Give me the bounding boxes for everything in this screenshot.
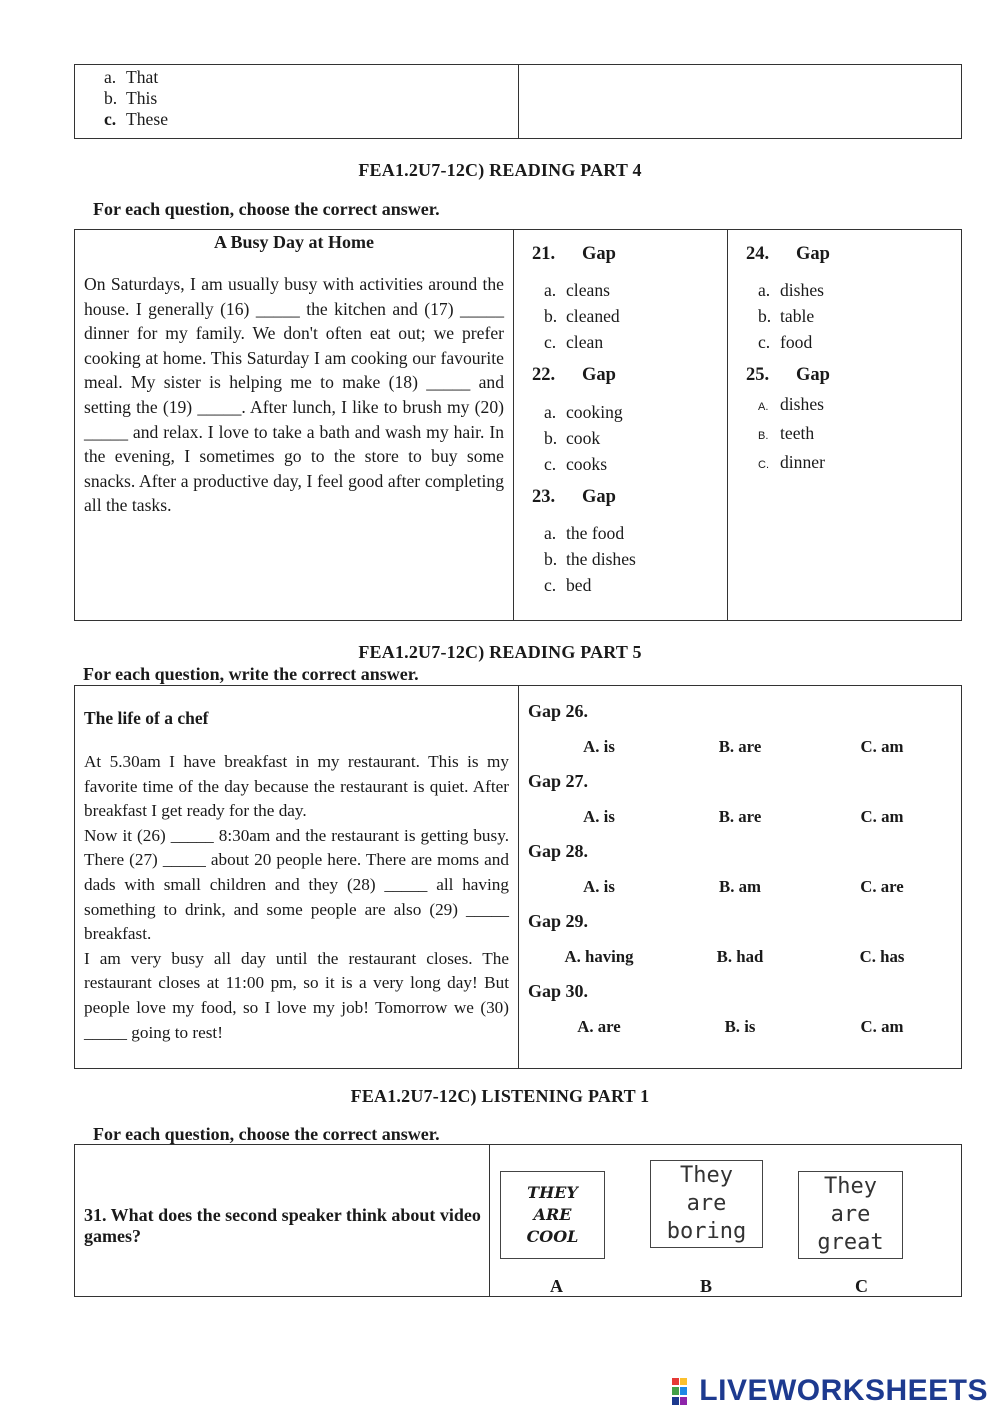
gap-28-title: Gap 28. — [528, 841, 589, 861]
card-line: COOL — [526, 1227, 579, 1246]
gap-29-title: Gap 29. — [528, 911, 589, 931]
question-label: Gap — [796, 365, 830, 385]
option-letter: B. — [758, 430, 769, 442]
option-text: cooks — [566, 454, 608, 474]
image-option-a[interactable] — [500, 1171, 605, 1259]
option-b[interactable] — [104, 88, 168, 109]
option-letter: a. — [544, 280, 557, 300]
option-a[interactable] — [544, 520, 636, 546]
question-number: 25. — [746, 365, 770, 385]
question-label: Gap — [796, 244, 830, 264]
option-a[interactable] — [544, 399, 623, 425]
option-a[interactable]: A. are — [577, 1017, 621, 1036]
option-b[interactable] — [758, 303, 824, 329]
option-letter: c. — [758, 332, 771, 352]
option-b[interactable] — [758, 420, 825, 449]
option-letter: a. — [544, 402, 557, 422]
option-letter: b. — [758, 306, 772, 326]
option-a[interactable]: A. is — [583, 877, 615, 896]
part5-title: FEA1.2U7-12C) READING PART 5 — [358, 642, 642, 662]
column-divider — [518, 65, 519, 138]
option-text: dishes — [780, 280, 824, 300]
option-a[interactable]: A. having — [564, 947, 634, 966]
liveworksheets-logo — [672, 1374, 988, 1408]
part4-box — [74, 229, 962, 621]
question-number: 23. — [532, 487, 556, 507]
question-24-options — [758, 277, 824, 355]
option-letter: c. — [544, 575, 557, 595]
gap-answers-column — [518, 686, 963, 1068]
image-label-a: A — [550, 1276, 563, 1296]
question-label: Gap — [582, 244, 616, 264]
option-text: clean — [566, 332, 604, 352]
option-text: cleaned — [566, 306, 620, 326]
story-paragraph: At 5.30am I have breakfast in my restaurant. This is my favorite time of the day because the restaurant is quiet. After breakfast I get ready for the day. — [84, 752, 509, 821]
question-22-options — [544, 399, 623, 477]
question-31-text: 31. What does the second speaker think about video games? — [84, 1205, 481, 1246]
part5-instruction: For each question, write the correct answer. — [83, 664, 419, 684]
image-option-b[interactable] — [650, 1160, 763, 1248]
question-22-heading — [532, 365, 616, 386]
listening1-box — [74, 1144, 962, 1297]
option-letter: a. — [104, 67, 117, 87]
card-line: are — [686, 1191, 727, 1216]
option-letter: c. — [104, 109, 117, 129]
option-c[interactable] — [758, 329, 824, 355]
story-text: On Saturdays, I am usually busy with activities around the house. I generally (16) _____ the kitchen and (17) _____ dinner for my family. We don't often eat out; we prefer cooking at home. This Saturday I am cooking our favourite meal. My sister is helping me to make (18) _____ and setting the (19) _____. After lunch, I like to brush my (20) _____ and relax. I love to take a bath and wash my hair. In the evening, I sometimes go to the store to buy some snacks. After a productive day, I feel good after completing all the tasks. — [84, 274, 504, 516]
question-number: 21. — [532, 244, 556, 264]
option-text: cook — [566, 428, 601, 448]
question-number: 22. — [532, 365, 556, 385]
option-b[interactable]: B. is — [724, 1017, 756, 1036]
story-paragraph: I am very busy all day until the restaurant closes. The restaurant closes at 11:00 pm, so it is a very long day! But people love my food, so I love my job! Tomorrow we (30) _____ going to rest! — [84, 948, 509, 1042]
listening1-title: FEA1.2U7-12C) LISTENING PART 1 — [350, 1086, 650, 1106]
option-text: food — [780, 332, 813, 352]
story-title: A Busy Day at Home — [213, 232, 374, 252]
option-a[interactable] — [544, 277, 620, 303]
gap-30-title: Gap 30. — [528, 981, 589, 1001]
option-b[interactable]: B. had — [716, 947, 764, 966]
story-title: The life of a chef — [84, 708, 209, 728]
logo-mark-icon — [672, 1378, 696, 1405]
option-a[interactable] — [758, 277, 824, 303]
card-line: ARE — [533, 1205, 572, 1224]
option-letter: b. — [544, 549, 558, 569]
part4-instruction: For each question, choose the correct answer. — [93, 199, 440, 219]
options-list — [104, 67, 168, 130]
option-text: These — [126, 109, 169, 129]
option-c[interactable] — [544, 329, 620, 355]
option-text: cleans — [566, 280, 610, 300]
card-line: boring — [666, 1219, 747, 1244]
part4-title: FEA1.2U7-12C) READING PART 4 — [358, 160, 642, 180]
option-c[interactable] — [758, 449, 825, 478]
image-label-c: C — [855, 1276, 868, 1296]
option-text: table — [780, 306, 815, 326]
option-letter: b. — [544, 306, 558, 326]
option-c[interactable]: C. am — [860, 807, 904, 826]
option-letter: c. — [544, 454, 557, 474]
option-letter: A. — [758, 401, 769, 413]
logo-text: LIVEWORKSHEETS — [699, 1374, 988, 1407]
card-line: They — [824, 1174, 877, 1199]
option-c[interactable]: C. am — [860, 1017, 904, 1036]
column-divider — [513, 230, 514, 620]
card-line: THEY — [527, 1183, 578, 1202]
question-label: Gap — [582, 487, 616, 507]
gap-27-title: Gap 27. — [528, 771, 589, 791]
image-label-b: B — [700, 1276, 713, 1296]
option-letter: C. — [758, 459, 769, 471]
question-number: 24. — [746, 244, 770, 264]
option-c[interactable]: C. has — [859, 947, 905, 966]
option-b[interactable] — [544, 303, 620, 329]
option-letter: b. — [544, 428, 558, 448]
option-text: the dishes — [566, 549, 636, 569]
option-text: This — [126, 88, 158, 108]
option-text: the food — [566, 523, 625, 543]
option-b[interactable]: B. are — [718, 737, 762, 756]
option-c[interactable]: C. am — [860, 737, 904, 756]
option-a[interactable]: A. is — [583, 737, 615, 756]
option-b[interactable] — [544, 546, 636, 572]
card-line: are — [830, 1202, 871, 1227]
question-21-options — [544, 277, 620, 355]
column-divider — [727, 230, 728, 620]
option-letter: c. — [544, 332, 557, 352]
image-option-c[interactable] — [798, 1171, 903, 1259]
option-a[interactable] — [104, 67, 168, 88]
question-25-options — [758, 391, 825, 478]
option-a[interactable]: A. is — [583, 807, 615, 826]
option-c[interactable]: C. are — [860, 877, 904, 896]
option-c[interactable] — [544, 572, 636, 598]
option-text: bed — [566, 575, 592, 595]
option-text: That — [126, 67, 159, 87]
top-question-box — [74, 64, 962, 139]
part5-box — [74, 685, 962, 1069]
option-letter: a. — [544, 523, 557, 543]
option-text: dinner — [780, 452, 825, 472]
option-c[interactable] — [544, 451, 623, 477]
question-label: Gap — [582, 365, 616, 385]
question-21-heading — [532, 244, 616, 265]
card-line: They — [680, 1163, 733, 1188]
column-divider — [489, 1145, 490, 1296]
option-a[interactable] — [758, 391, 825, 420]
option-text: teeth — [780, 423, 815, 443]
option-b[interactable]: B. are — [718, 807, 762, 826]
option-c[interactable] — [104, 109, 168, 130]
question-23-options — [544, 520, 636, 598]
card-line: great — [817, 1230, 884, 1255]
gap-26-title: Gap 26. — [528, 701, 589, 721]
option-b[interactable]: B. am — [719, 877, 761, 896]
option-text: dishes — [780, 394, 824, 414]
option-text: cooking — [566, 402, 623, 422]
option-letter: a. — [758, 280, 771, 300]
option-b[interactable] — [544, 425, 623, 451]
question-23-heading — [532, 487, 616, 508]
question-24-heading — [746, 244, 830, 265]
option-letter: b. — [104, 88, 118, 108]
story-paragraph: Now it (26) _____ 8:30am and the restaurant is getting busy. There (27) _____ about 20 people here. There are moms and dads with small children and they (28) _____ all having something to drink, and some people are also (29) _____ breakfast. — [84, 825, 509, 944]
listening1-instruction: For each question, choose the correct answer. — [93, 1124, 440, 1144]
question-25-heading — [746, 365, 830, 386]
story-text — [84, 750, 509, 1045]
